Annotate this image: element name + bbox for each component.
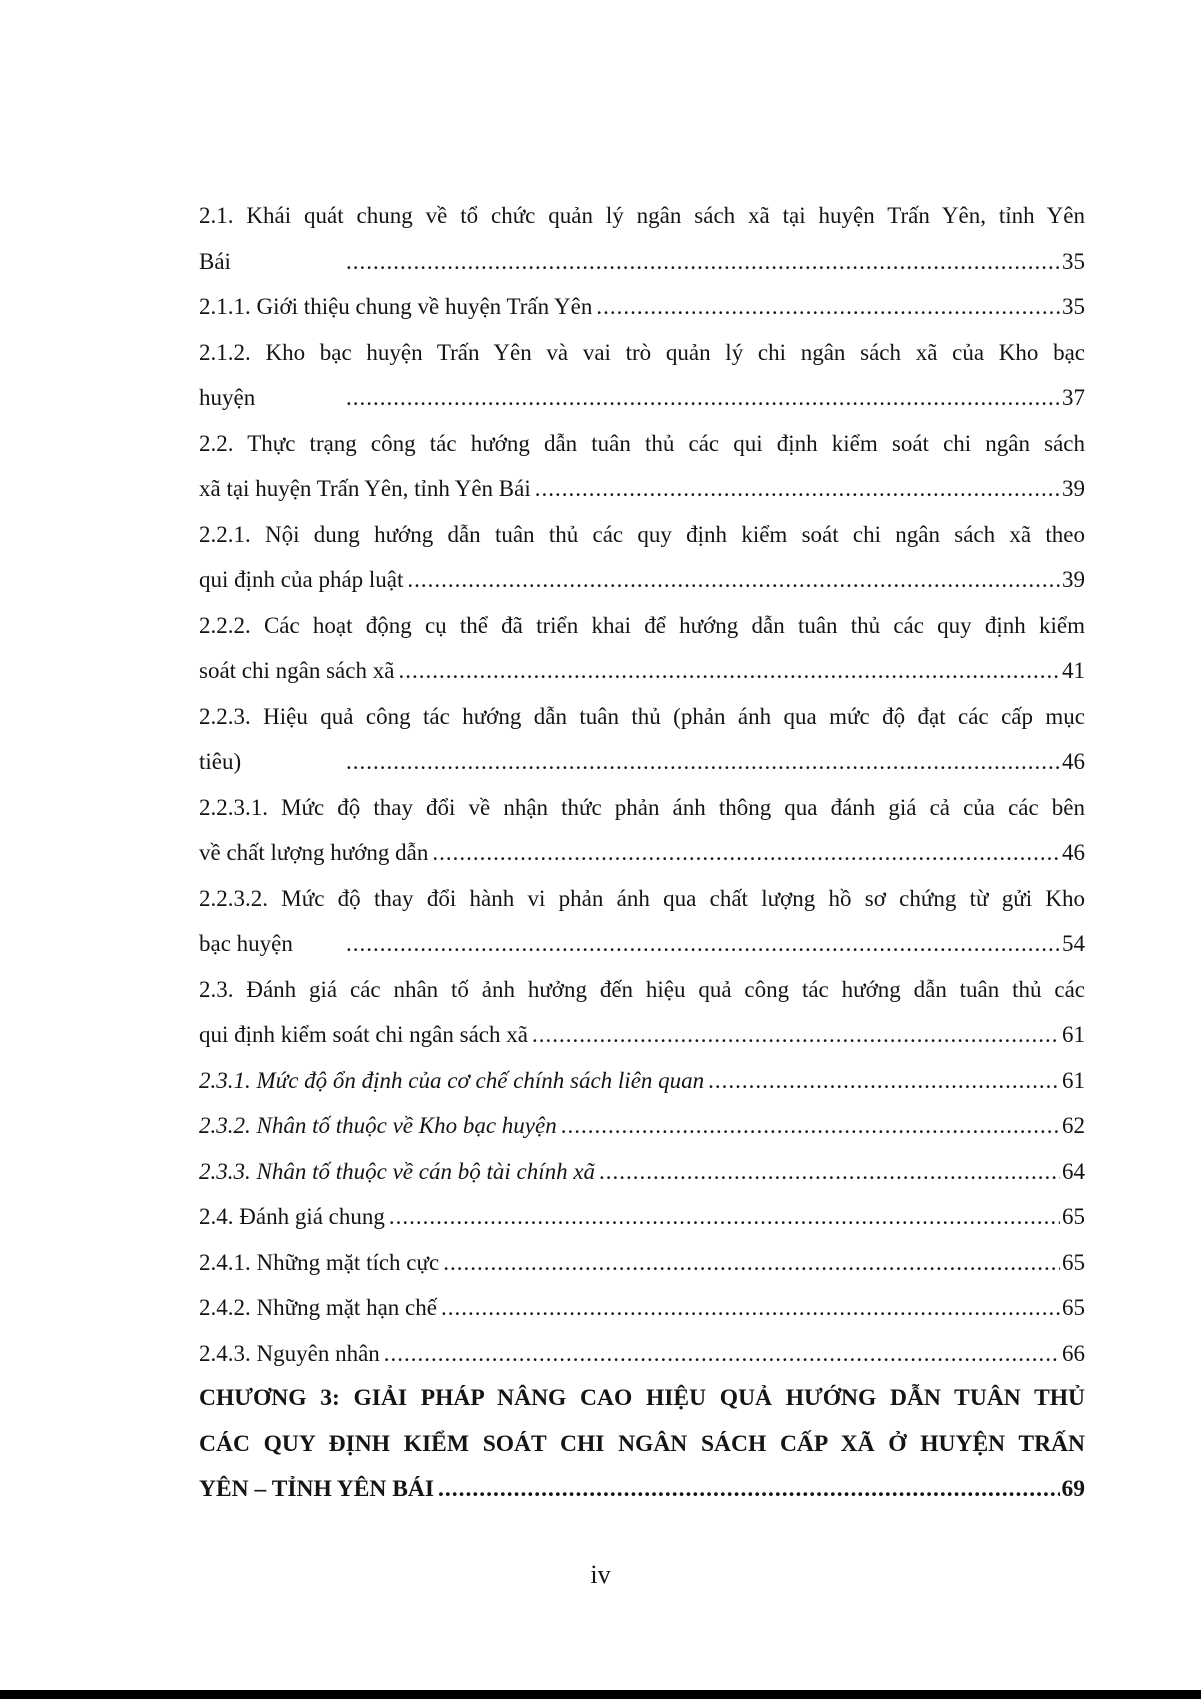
bottom-edge-rule	[0, 1690, 1201, 1699]
toc-entry-2-3-1[interactable]	[199, 1058, 1085, 1104]
dot-leader	[535, 466, 1060, 512]
toc-entry-2-1[interactable]	[199, 193, 1085, 284]
toc-page-number: 35	[1062, 248, 1085, 274]
toc-chapter-title: CÁC QUY ĐỊNH KIỂM SOÁT CHI NGÂN SÁCH CẤP XÃ Ở HUYỆN TRẤN	[199, 1430, 1085, 1457]
page-number: iv	[590, 1560, 611, 1589]
toc-entry-2-4[interactable]	[199, 1194, 1085, 1240]
toc-entry-title-cont: soát chi ngân sách xã	[199, 658, 395, 683]
toc-entry-2-4-2[interactable]	[199, 1285, 1085, 1331]
toc-entry-title-cont: về chất lượng hướng dẫn	[199, 840, 429, 865]
toc-entry-title: 2.2.3. Hiệu quả công tác hướng dẫn tuân thủ (phản ánh qua mức độ đạt các cấp mục	[199, 703, 1085, 729]
toc-page-number: 65	[1062, 1204, 1085, 1229]
toc-page-number: 64	[1062, 1158, 1085, 1184]
toc-entry-title-cont: qui định kiểm soát chi ngân sách xã	[199, 1022, 528, 1047]
toc-entry-title: 2.1.2. Kho bạc huyện Trấn Yên và vai trò quản lý chi ngân sách xã của Kho bạc	[199, 339, 1085, 365]
toc-entry-title: 2.3. Đánh giá các nhân tố ảnh hưởng đến hiệu quả công tác hướng dẫn tuân thủ các	[199, 976, 1085, 1002]
dot-leader	[432, 830, 1060, 876]
toc-entry-title: 2.3.2. Nhân tố thuộc về Kho bạc huyện	[199, 1113, 557, 1138]
toc-entry-2-1-2[interactable]	[199, 330, 1085, 421]
toc-page-number: 62	[1062, 1113, 1085, 1138]
toc-entry-2-2-3-1[interactable]	[199, 785, 1085, 876]
toc-entry-2-2-3[interactable]	[199, 694, 1085, 785]
dot-leader	[532, 1012, 1060, 1058]
toc-entry-title: 2.4. Đánh giá chung	[199, 1204, 385, 1229]
toc-entry-title: 2.3.1. Mức độ ổn định của cơ chế chính sách liên quan	[199, 1067, 705, 1093]
toc-entry-2-2-3-2[interactable]	[199, 876, 1085, 967]
toc-entry-2-3-2[interactable]	[199, 1103, 1085, 1149]
dot-leader	[443, 1240, 1060, 1286]
toc-entry-2-4-3[interactable]	[199, 1331, 1085, 1377]
toc-entry-chapter-3[interactable]	[199, 1376, 1085, 1513]
toc-entry-title-cont: qui định của pháp luật	[199, 567, 404, 592]
dot-leader	[384, 1331, 1060, 1377]
toc-chapter-title: YÊN – TỈNH YÊN BÁI	[199, 1476, 435, 1502]
dot-leader	[346, 739, 1060, 785]
toc-page-number: 65	[1062, 1249, 1085, 1275]
toc-page-number: 35	[1062, 294, 1085, 319]
toc-page-number: 39	[1062, 567, 1085, 592]
dot-leader	[708, 1058, 1060, 1104]
toc-entry-2-4-1[interactable]	[199, 1240, 1085, 1286]
toc-entry-title: 2.1. Khái quát chung về tổ chức quản lý ngân sách xã tại huyện Trấn Yên, tỉnh Yên	[199, 203, 1085, 228]
toc-page-number: 46	[1062, 749, 1085, 774]
dot-leader	[346, 239, 1060, 285]
dot-leader	[441, 1285, 1060, 1331]
toc-page-number: 61	[1062, 1022, 1085, 1047]
toc-entry-title-cont: bạc huyện	[199, 931, 293, 956]
toc-entry-title: 2.2.1. Nội dung hướng dẫn tuân thủ các quy định kiểm soát chi ngân sách xã theo	[199, 521, 1085, 547]
toc-entry-title: 2.4.2. Những mặt hạn chế	[199, 1295, 437, 1320]
dot-leader	[346, 921, 1060, 967]
toc-page-number: 61	[1062, 1067, 1085, 1093]
toc-page-number: 46	[1062, 840, 1085, 865]
toc-page-number: 69	[1061, 1476, 1085, 1502]
toc-entry-title: 2.4.3. Nguyên nhân	[199, 1340, 380, 1366]
toc-entry-title: 2.2.2. Các hoạt động cụ thể đã triển khai để hướng dẫn tuân thủ các quy định kiểm	[199, 612, 1085, 638]
toc-entry-2-1-1[interactable]	[199, 284, 1085, 330]
dot-leader	[438, 1467, 1059, 1513]
table-of-contents	[199, 193, 1085, 1513]
toc-entry-2-3[interactable]	[199, 967, 1085, 1058]
toc-entry-title: 2.2.3.2. Mức độ thay đổi hành vi phản ánh qua chất lượng hồ sơ chứng từ gửi Kho	[199, 885, 1085, 911]
toc-page-number: 65	[1062, 1295, 1085, 1320]
dot-leader	[561, 1103, 1060, 1149]
toc-entry-2-2-2[interactable]	[199, 603, 1085, 694]
toc-page-number: 39	[1062, 476, 1085, 501]
dot-leader	[346, 375, 1060, 421]
toc-chapter-title: CHƯƠNG 3: GIẢI PHÁP NÂNG CAO HIỆU QUẢ HƯỚNG DẪN TUÂN THỦ	[199, 1385, 1085, 1411]
toc-entry-2-2[interactable]	[199, 421, 1085, 512]
toc-entry-title: 2.1.1. Giới thiệu chung về huyện Trấn Yên	[199, 294, 593, 319]
toc-page-number: 41	[1062, 658, 1085, 683]
toc-page-number: 37	[1062, 385, 1085, 410]
dot-leader	[389, 1194, 1060, 1240]
dot-leader	[398, 648, 1060, 694]
toc-entry-title: 2.3.3. Nhân tố thuộc về cán bộ tài chính xã	[199, 1158, 596, 1184]
dot-leader	[407, 557, 1060, 603]
toc-entry-title-cont: Bái	[199, 248, 231, 274]
toc-page-number: 66	[1062, 1340, 1085, 1366]
toc-entry-title-cont: tiêu)	[199, 749, 242, 774]
toc-entry-2-3-3[interactable]	[199, 1149, 1085, 1195]
toc-entry-title: 2.2. Thực trạng công tác hướng dẫn tuân thủ các qui định kiểm soát chi ngân sách	[199, 430, 1085, 456]
dot-leader	[599, 1149, 1060, 1195]
toc-entry-title-cont: huyện	[199, 385, 256, 410]
toc-entry-title: 2.4.1. Những mặt tích cực	[199, 1249, 440, 1275]
toc-entry-title: 2.2.3.1. Mức độ thay đổi về nhận thức phản ánh thông qua đánh giá cả của các bên	[199, 794, 1085, 820]
toc-entry-2-2-1[interactable]	[199, 512, 1085, 603]
dot-leader	[596, 284, 1060, 330]
toc-entry-title-cont: xã tại huyện Trấn Yên, tỉnh Yên Bái	[199, 476, 531, 501]
toc-page-number: 54	[1062, 931, 1085, 956]
